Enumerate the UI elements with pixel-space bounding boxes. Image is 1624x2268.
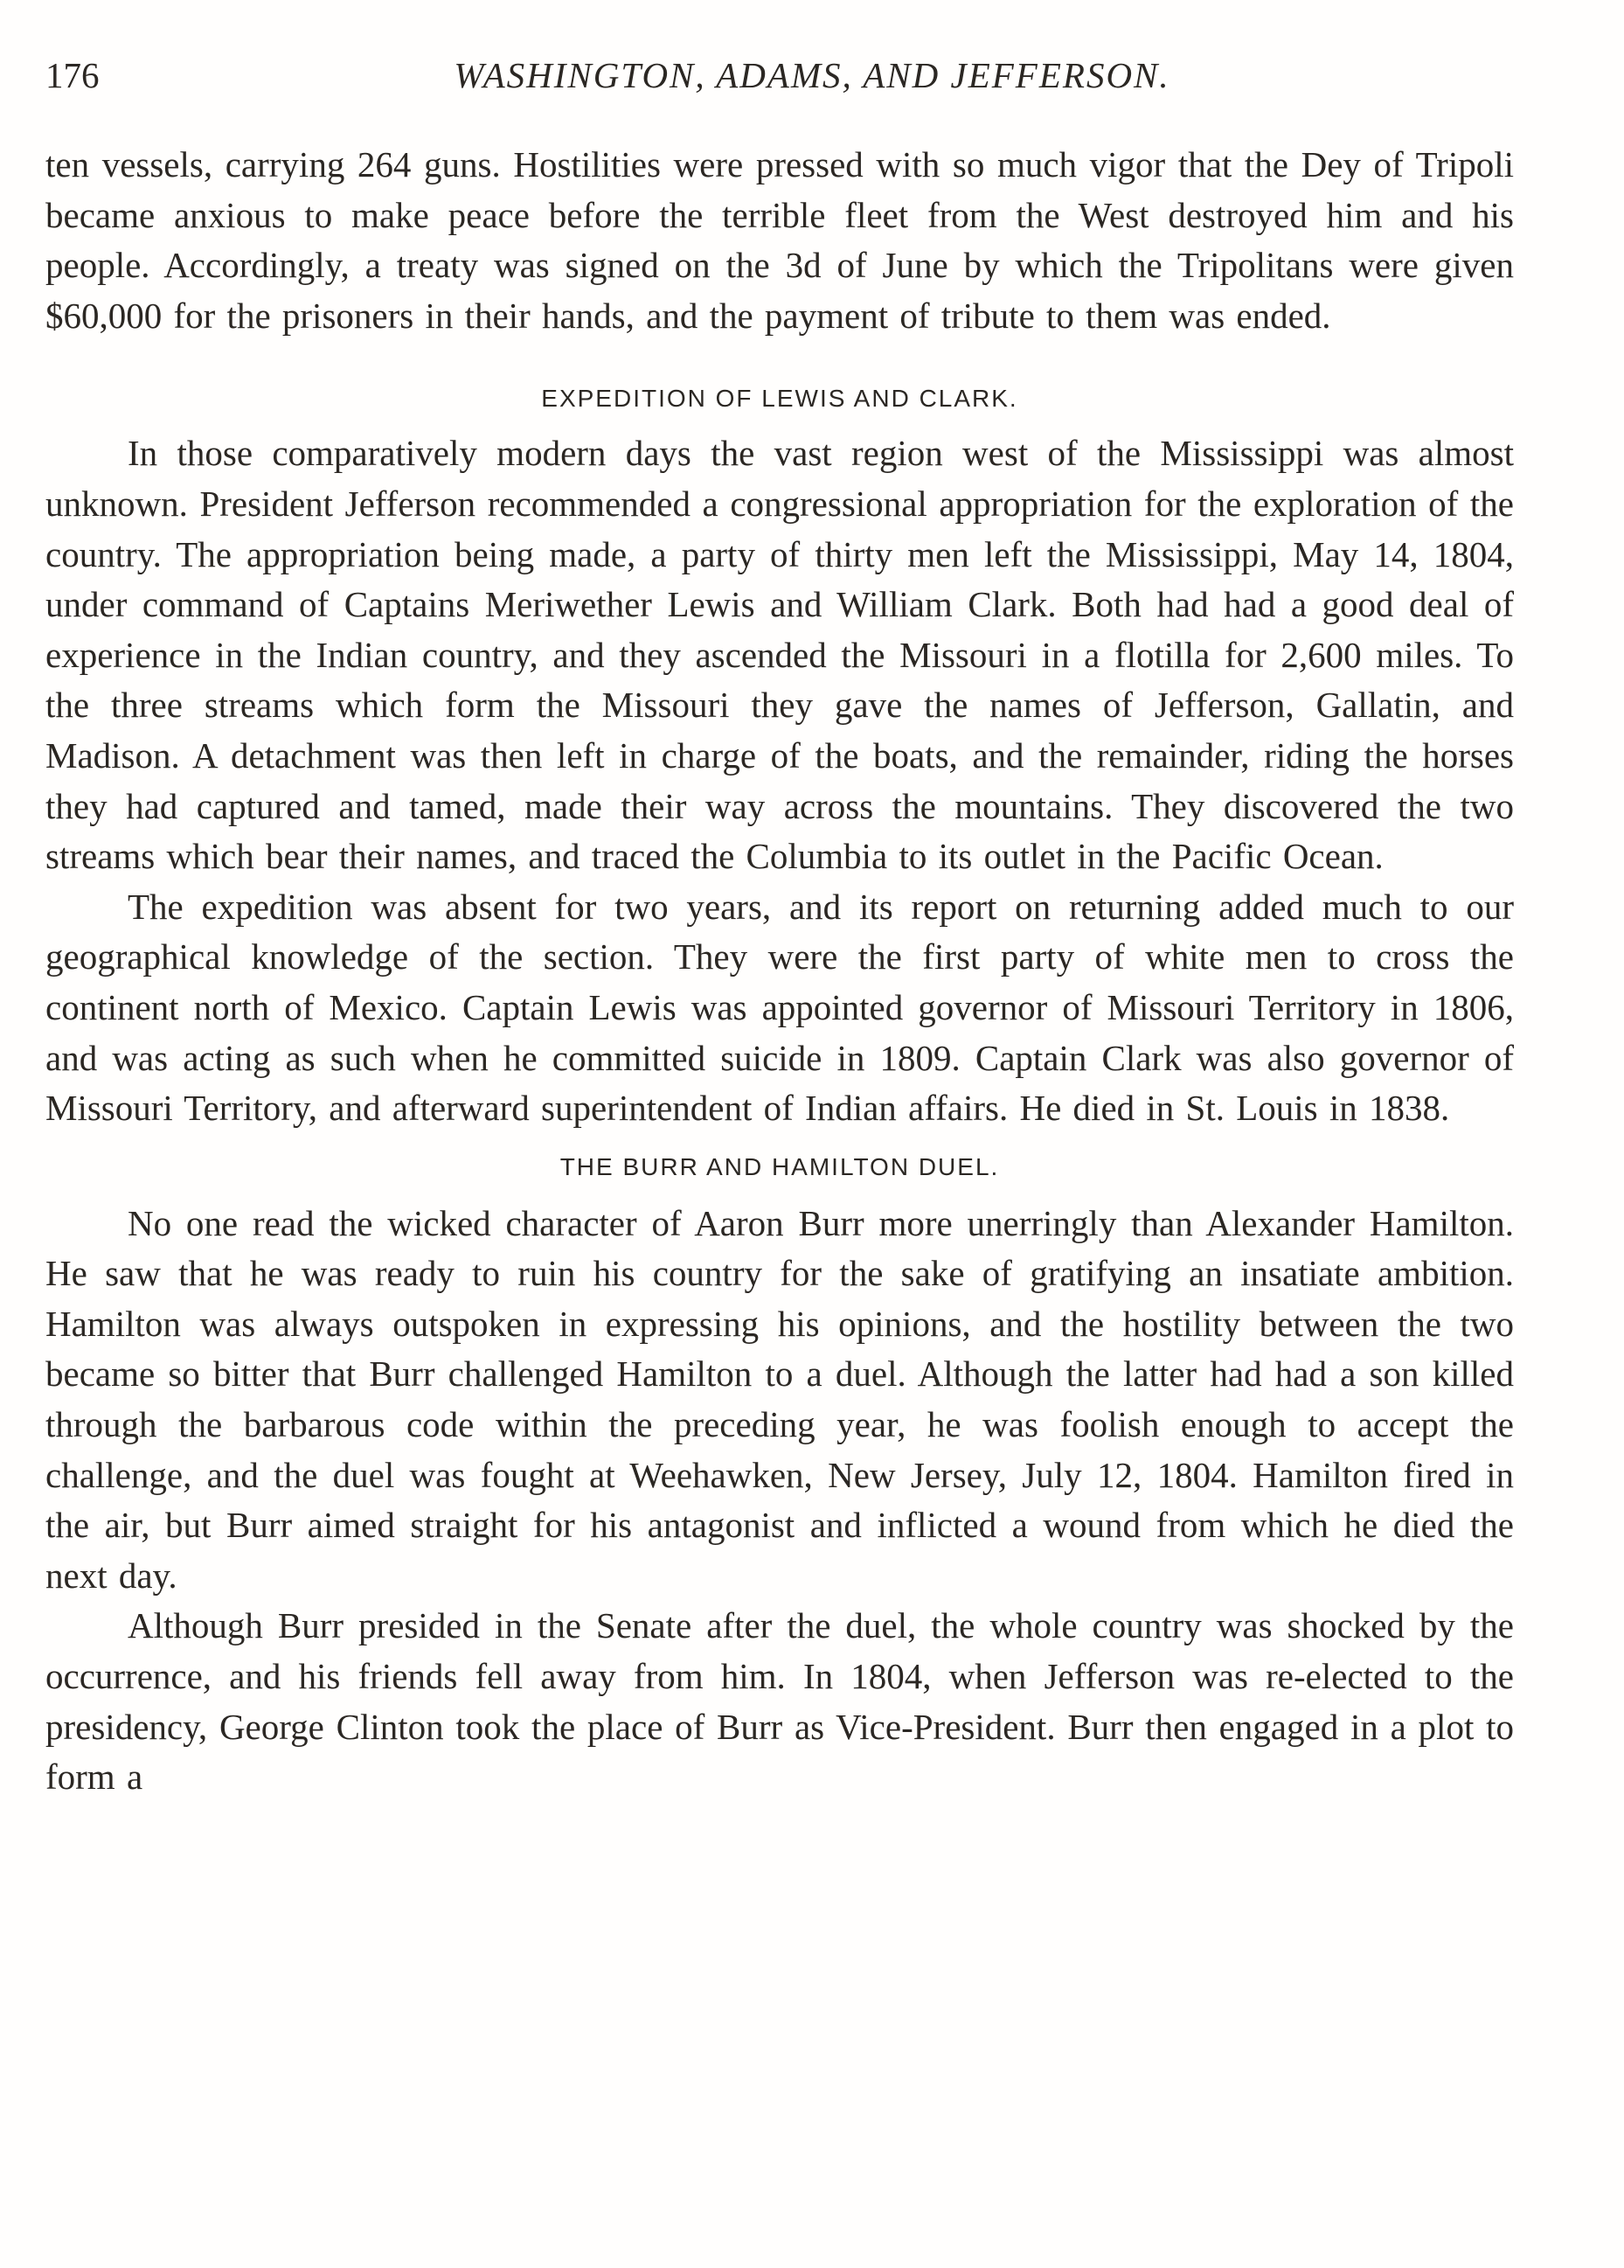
section-heading-burr-hamilton: THE BURR AND HAMILTON DUEL. bbox=[559, 1152, 1000, 1180]
section-heading-lewis-clark: EXPEDITION OF LEWIS AND CLARK. bbox=[541, 385, 1018, 413]
paragraph-tripoli-treaty: ten vessels, carrying 264 guns. Hostilities were pressed with so much vigor that the Dey of Tripoli became anxious to make peace before the terrible fleet from the West destroyed him and his people. Accordingly, a treaty was signed on the 3d of June by which the Tripolitans were given $60,000 for the prisoners in their hands, and the payment of tribute to them was ended. bbox=[45, 144, 1514, 336]
running-title: WASHINGTON, ADAMS, AND JEFFERSON. bbox=[454, 55, 1170, 95]
body-text bbox=[45, 140, 1514, 1803]
page-number: 176 bbox=[45, 55, 100, 95]
paragraph-burr-hamilton-duel: No one read the wicked character of Aaron Burr more unerringly than Alexander Hamilton. He saw that he was ready to ruin his country for the sake of gratifying an insatiate ambition. Hamilton was always outspoken in expressing his opinions, and the hostility between the two became so bitter that Burr challenged Hamilton to a duel. Although the latter had had a son killed through the barbarous code within the preceding year, he was foolish enough to accept the challenge, and the duel was fought at Weehawken, New Jersey, July 12, 1804. Hamilton fired in the air, but Burr aimed straight for his antagonist and inflicted a wound from which he died the next day. bbox=[45, 1202, 1514, 1596]
running-head bbox=[0, 54, 1624, 107]
paragraph-expedition-results: The expedition was absent for two years, and its report on returning added much to our geographical knowledge of the section. They were the first party of white men to cross the continent north of Mexico. Captain Lewis was appointed governor of Missouri Territory in 1806, and was acting as such when he committed suicide in 1809. Captain Clark was also governor of Missouri Territory, and afterward superintendent of Indian affairs. He died in St. Louis in 1838. bbox=[45, 886, 1514, 1129]
paragraph-burr-aftermath: Although Burr presided in the Senate after the duel, the whole country was shocked by the occurrence, and his friends fell away from him. In 1804, when Jefferson was re-elected to the presidency, George Clinton took the place of Burr as Vice-President. Burr then engaged in a plot to form a bbox=[45, 1605, 1514, 1798]
paragraph-lewis-clark-expedition: In those comparatively modern days the vast region west of the Mississippi was almost unknown. President Jefferson recommended a congressional appropriation for the exploration of the country. The appropriation being made, a party of thirty men left the Mississippi, May 14, 1804, under command of Captains Meriwether Lewis and William Clark. Both had had a good deal of experience in the Indian country, and they ascended the Missouri in a flotilla for 2,600 miles. To the three streams which form the Missouri they gave the names of Jefferson, Gallatin, and Madison. A detachment was then left in charge of the boats, and the remainder, riding the horses they had captured and tamed, made their way across the mountains. They discovered the two streams which bear their names, and traced the Columbia to its outlet in the Pacific Ocean. bbox=[45, 433, 1514, 877]
